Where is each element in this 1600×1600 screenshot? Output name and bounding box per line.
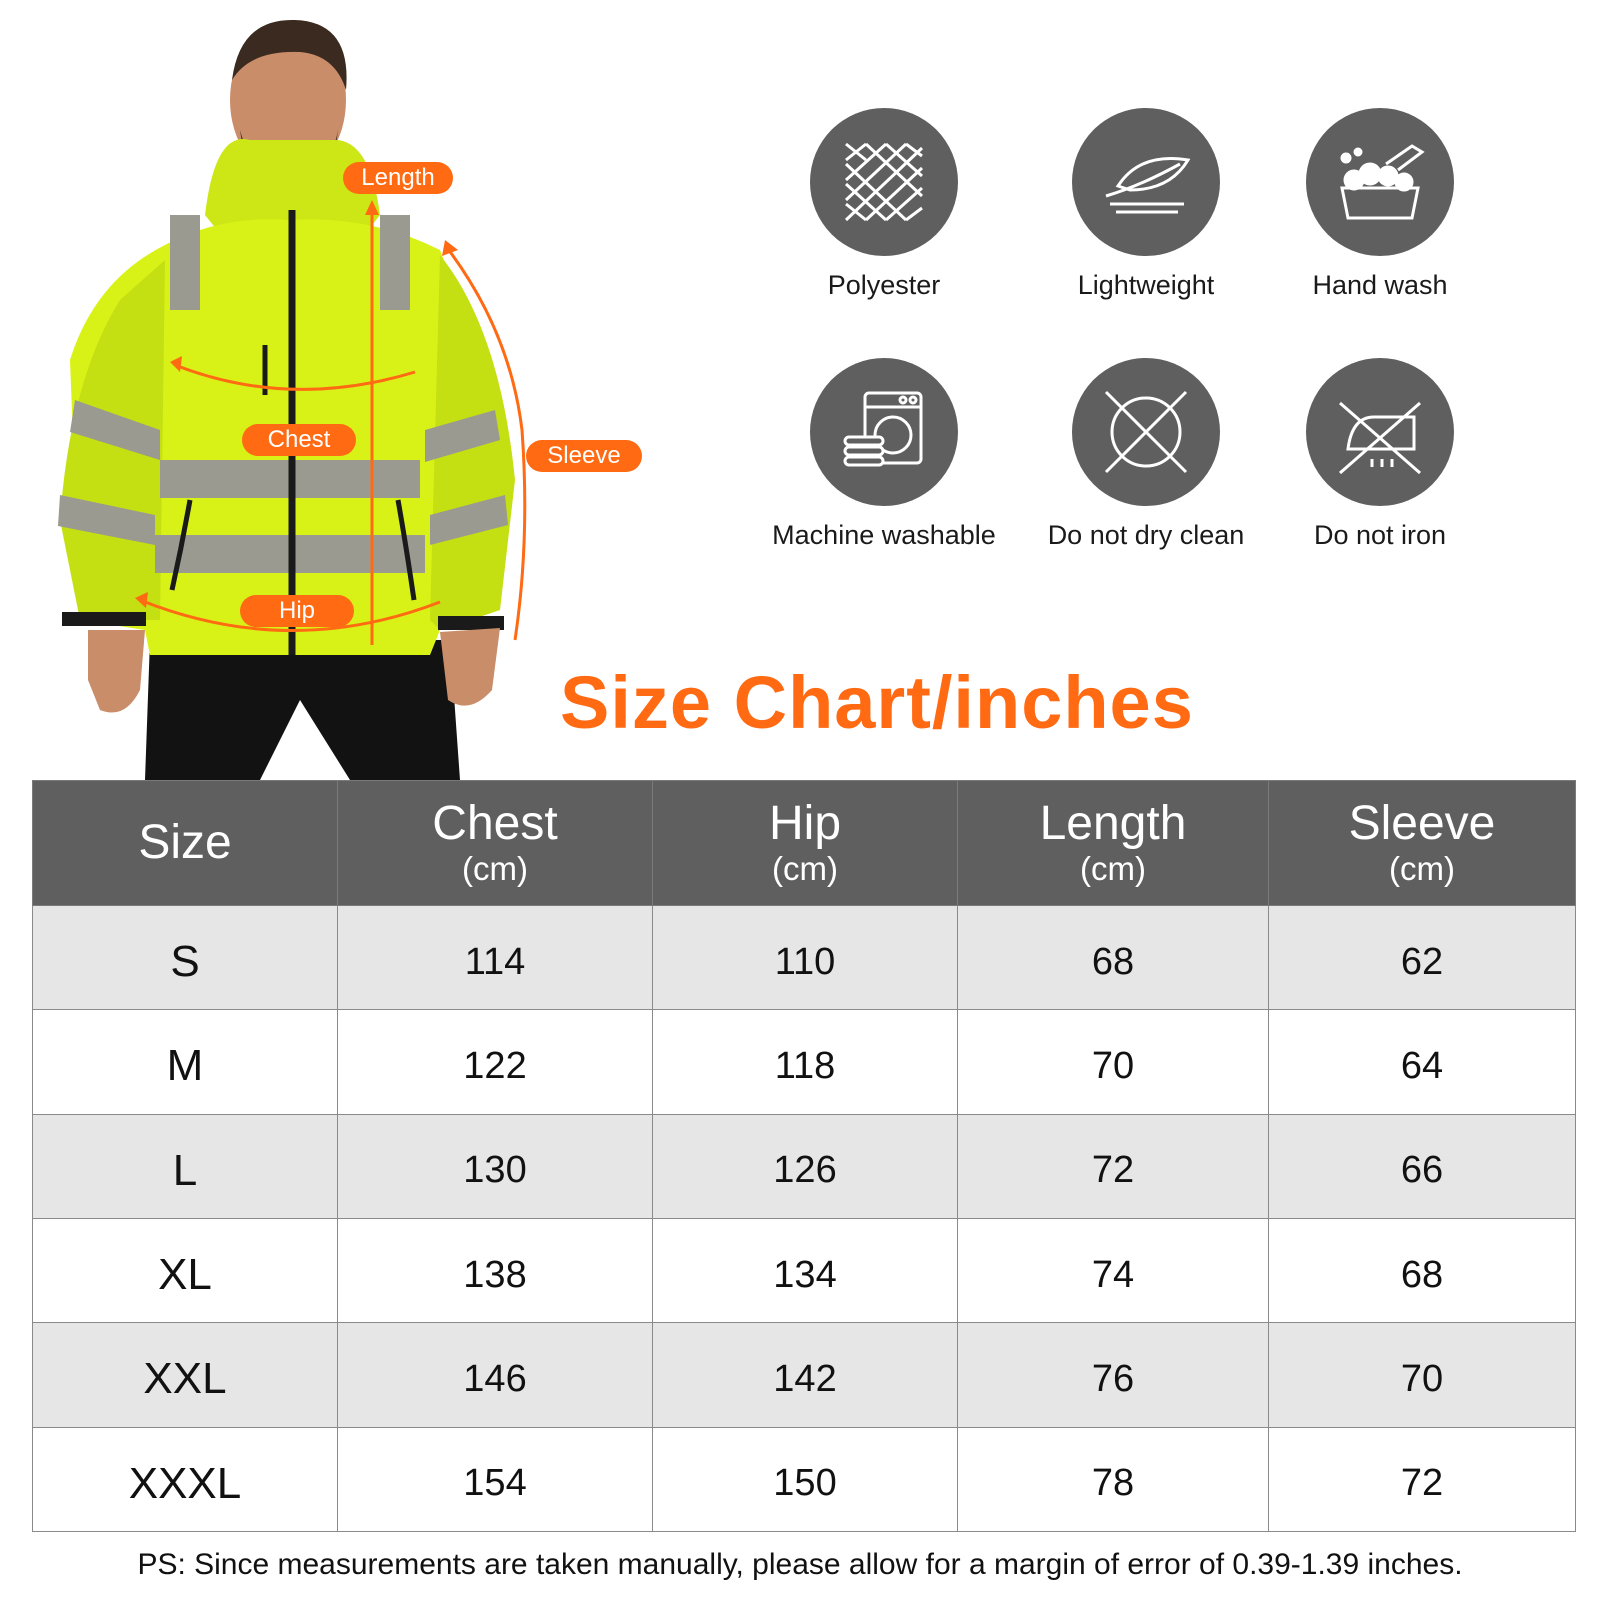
table-row: [33, 1218, 1576, 1322]
length-cell: 72: [958, 1114, 1269, 1218]
care-polyester: [754, 108, 1014, 301]
header-length: [958, 781, 1269, 906]
feather-icon: [1072, 108, 1220, 256]
size-cell: XXXL: [33, 1427, 338, 1531]
header-size-label: Size: [138, 816, 232, 869]
care-machine-washable: [754, 358, 1014, 551]
care-label-polyester: Polyester: [827, 270, 941, 300]
care-label-machine-washable: Machine washable: [772, 520, 996, 550]
length-cell: 78: [958, 1427, 1269, 1531]
length-cell: 68: [958, 906, 1269, 1010]
header-hip-label: Hip: [768, 797, 842, 850]
header-length-unit: (cm): [1080, 850, 1146, 887]
care-label-no-iron: Do not iron: [1313, 520, 1447, 550]
care-lightweight: [1016, 108, 1276, 301]
size-chart-heading: Size Chart/inches: [560, 661, 1194, 744]
hip-cell: 110: [653, 906, 958, 1010]
care-label-lightweight: Lightweight: [1077, 270, 1215, 300]
header-size: [33, 781, 338, 906]
no-iron-icon: [1306, 358, 1454, 506]
care-no-dry-clean: [1016, 358, 1276, 551]
sleeve-cell: 68: [1269, 1218, 1576, 1322]
table-row: [33, 1010, 1576, 1114]
care-hand-wash: [1250, 108, 1510, 301]
size-cell: XL: [33, 1218, 338, 1322]
sleeve-tag: Sleeve: [526, 440, 642, 472]
length-cell: 76: [958, 1323, 1269, 1427]
table-row: [33, 1114, 1576, 1218]
hip-cell: 134: [653, 1218, 958, 1322]
table-header-row: [33, 781, 1576, 906]
table-row: [33, 906, 1576, 1010]
measurement-note: PS: Since measurements are taken manually, please allow for a margin of error of 0.39-1.39 inches.: [137, 1548, 1463, 1581]
hand-wash-basin-icon: [1306, 108, 1454, 256]
sleeve-cell: 62: [1269, 906, 1576, 1010]
care-no-iron: [1250, 358, 1510, 551]
header-hip: [653, 781, 958, 906]
length-cell: 70: [958, 1010, 1269, 1114]
care-label-hand-wash: Hand wash: [1312, 270, 1448, 300]
sleeve-cell: 64: [1269, 1010, 1576, 1114]
header-sleeve: [1269, 781, 1576, 906]
sleeve-cell: 70: [1269, 1323, 1576, 1427]
header-chest-label: Chest: [432, 797, 558, 850]
size-cell: L: [33, 1114, 338, 1218]
header-sleeve-label: Sleeve: [1348, 797, 1496, 850]
hip-tag: Hip: [240, 595, 354, 627]
header-chest-unit: (cm): [462, 850, 528, 887]
size-cell: M: [33, 1010, 338, 1114]
hip-cell: 126: [653, 1114, 958, 1218]
care-label-no-dry-clean: Do not dry clean: [1047, 520, 1245, 550]
chest-tag: Chest: [242, 424, 356, 456]
chest-cell: 138: [338, 1218, 653, 1322]
size-cell: S: [33, 906, 338, 1010]
chest-cell: 114: [338, 906, 653, 1010]
header-sleeve-unit: (cm): [1389, 850, 1455, 887]
table-row: [33, 1323, 1576, 1427]
hip-cell: 118: [653, 1010, 958, 1114]
header-chest: [338, 781, 653, 906]
chest-cell: 130: [338, 1114, 653, 1218]
size-cell: XXL: [33, 1323, 338, 1427]
table-row: [33, 1427, 1576, 1531]
chest-cell: 122: [338, 1010, 653, 1114]
header-hip-unit: (cm): [772, 850, 838, 887]
washing-machine-icon: [810, 358, 958, 506]
sleeve-cell: 72: [1269, 1427, 1576, 1531]
header-length-label: Length: [1039, 797, 1187, 850]
no-dry-clean-icon: [1072, 358, 1220, 506]
chest-cell: 154: [338, 1427, 653, 1531]
length-tag: Length: [343, 162, 453, 194]
size-table: [32, 780, 1576, 1532]
hip-cell: 142: [653, 1323, 958, 1427]
chest-cell: 146: [338, 1323, 653, 1427]
sleeve-cell: 66: [1269, 1114, 1576, 1218]
length-cell: 74: [958, 1218, 1269, 1322]
hip-cell: 150: [653, 1427, 958, 1531]
polyester-weave-icon: [810, 108, 958, 256]
